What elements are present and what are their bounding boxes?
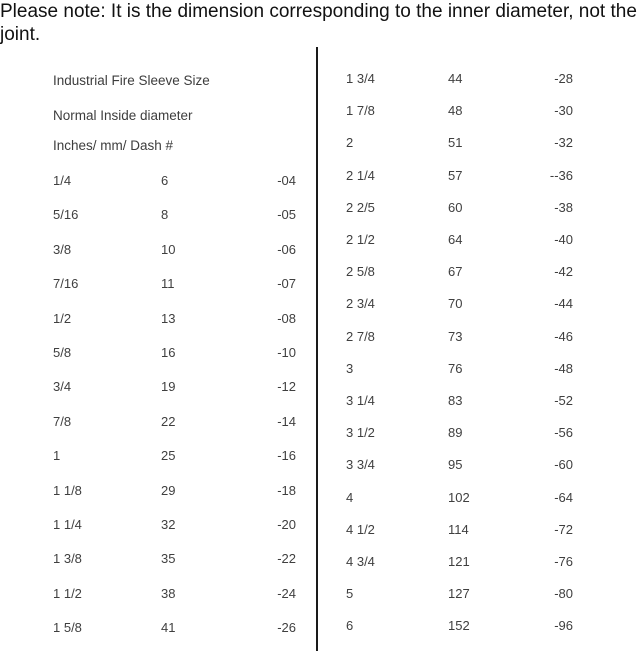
size-inch-cell: 1/4: [53, 173, 72, 188]
size-mm-cell: 89: [448, 425, 463, 441]
size-dash-cell: -14: [277, 413, 296, 429]
size-mm-cell: 64: [448, 232, 463, 247]
size-mm-cell: 11: [161, 276, 175, 292]
size-dash-cell: -60: [554, 457, 573, 473]
size-mm-cell: 127: [448, 586, 470, 602]
header-subtitle: Normal Inside diameter: [53, 108, 193, 123]
size-dash-cell: -96: [554, 618, 573, 634]
size-inch-cell: 3 3/4: [346, 457, 375, 473]
size-dash-cell: -18: [277, 482, 296, 498]
size-dash-cell: -52: [554, 393, 573, 408]
size-dash-cell: -48: [554, 360, 573, 376]
size-mm-cell: 44: [448, 71, 463, 86]
size-inch-cell: 3 1/2: [346, 425, 375, 441]
size-mm-cell: 35: [161, 551, 176, 567]
size-inch-cell: 2 1/2: [346, 232, 375, 247]
size-dash-cell: -05: [277, 207, 296, 223]
size-inch-cell: 1 1/2: [53, 585, 82, 601]
size-mm-cell: 152: [448, 618, 470, 634]
header-columns: Inches/ mm/ Dash #: [53, 138, 174, 153]
size-mm-cell: 22: [161, 413, 176, 429]
size-inch-cell: 2 3/4: [346, 296, 375, 312]
size-mm-cell: 102: [448, 489, 470, 505]
size-mm-cell: 10: [161, 241, 176, 257]
size-dash-cell: -16: [277, 448, 296, 464]
size-dash-cell: -24: [277, 585, 296, 601]
size-mm-cell: 121: [448, 554, 470, 569]
size-dash-cell: -64: [554, 489, 573, 505]
size-dash-cell: -04: [277, 173, 296, 188]
size-inch-cell: 2 1/4: [346, 167, 375, 183]
note-text: Please note: It is the dimension corresponding to the inner diameter, not the joint.: [0, 1, 637, 45]
size-inch-cell: 1 5/8: [53, 620, 82, 636]
size-mm-cell: 29: [161, 482, 176, 498]
size-inch-cell: 3/8: [53, 241, 72, 257]
size-dash-cell: -06: [277, 241, 296, 257]
size-dash-cell: -32: [554, 135, 573, 151]
size-mm-cell: 67: [448, 264, 463, 280]
size-inch-cell: 5: [346, 586, 354, 602]
size-inch-cell: 4 3/4: [346, 554, 375, 569]
size-mm-cell: 73: [448, 328, 463, 344]
size-inch-cell: 6: [346, 618, 354, 634]
size-inch-cell: 3 1/4: [346, 393, 375, 408]
size-mm-cell: 13: [161, 310, 176, 326]
size-dash-cell: -08: [277, 310, 296, 326]
size-mm-cell: 19: [161, 379, 176, 395]
size-inch-cell: 1 3/4: [346, 71, 375, 86]
size-inch-cell: 7/8: [53, 413, 72, 429]
size-inch-cell: 1 1/8: [53, 482, 82, 498]
size-mm-cell: 114: [448, 521, 469, 537]
size-mm-cell: 25: [161, 448, 176, 464]
size-inch-cell: 4 1/2: [346, 521, 375, 537]
size-dash-cell: -56: [554, 425, 573, 441]
size-dash-cell: -07: [277, 276, 296, 292]
size-dash-cell: -20: [277, 517, 296, 532]
size-inch-cell: 4: [346, 489, 354, 505]
size-dash-cell: --36: [549, 167, 573, 183]
size-mm-cell: 32: [161, 517, 176, 532]
size-mm-cell: 70: [448, 296, 463, 312]
size-inch-cell: 1: [53, 448, 61, 464]
size-inch-cell: 1 1/4: [53, 517, 82, 532]
size-dash-cell: -42: [554, 264, 573, 280]
size-inch-cell: 3: [346, 360, 354, 376]
size-dash-cell: -72: [554, 521, 573, 537]
size-inch-cell: 7/16: [53, 276, 79, 292]
size-inch-cell: 1 3/8: [53, 551, 82, 567]
size-dash-cell: -22: [277, 551, 296, 567]
size-dash-cell: -12: [277, 379, 296, 395]
size-mm-cell: 83: [448, 393, 463, 408]
size-dash-cell: -44: [554, 296, 573, 312]
size-mm-cell: 8: [161, 207, 169, 223]
size-inch-cell: 3/4: [53, 379, 72, 395]
size-mm-cell: 95: [448, 457, 463, 473]
size-inch-cell: 5/8: [53, 345, 72, 360]
size-inch-cell: 2 5/8: [346, 264, 375, 280]
column-divider: [316, 47, 318, 651]
size-dash-cell: -40: [554, 232, 573, 247]
header-title: Industrial Fire Sleeve Size: [53, 73, 210, 88]
size-mm-cell: 38: [161, 585, 176, 601]
size-mm-cell: 57: [448, 167, 463, 183]
size-inch-cell: 1 7/8: [346, 103, 375, 119]
size-dash-cell: -28: [554, 71, 573, 86]
size-mm-cell: 16: [161, 345, 176, 360]
size-inch-cell: 1/2: [53, 310, 72, 326]
size-dash-cell: -46: [554, 328, 573, 344]
size-mm-cell: 60: [448, 199, 463, 215]
size-inch-cell: 2 2/5: [346, 199, 375, 215]
size-dash-cell: -30: [554, 103, 573, 119]
size-mm-cell: 6: [161, 173, 169, 188]
size-dash-cell: -80: [554, 586, 573, 602]
size-inch-cell: 2 7/8: [346, 328, 375, 344]
size-inch-cell: 2: [346, 135, 354, 151]
size-mm-cell: 76: [448, 360, 463, 376]
size-mm-cell: 41: [161, 620, 176, 636]
size-dash-cell: -10: [277, 345, 296, 360]
size-dash-cell: -26: [277, 620, 296, 636]
size-dash-cell: -38: [554, 199, 573, 215]
size-mm-cell: 51: [448, 135, 463, 151]
size-dash-cell: -76: [554, 554, 573, 569]
size-inch-cell: 5/16: [53, 207, 79, 223]
size-mm-cell: 48: [448, 103, 463, 119]
